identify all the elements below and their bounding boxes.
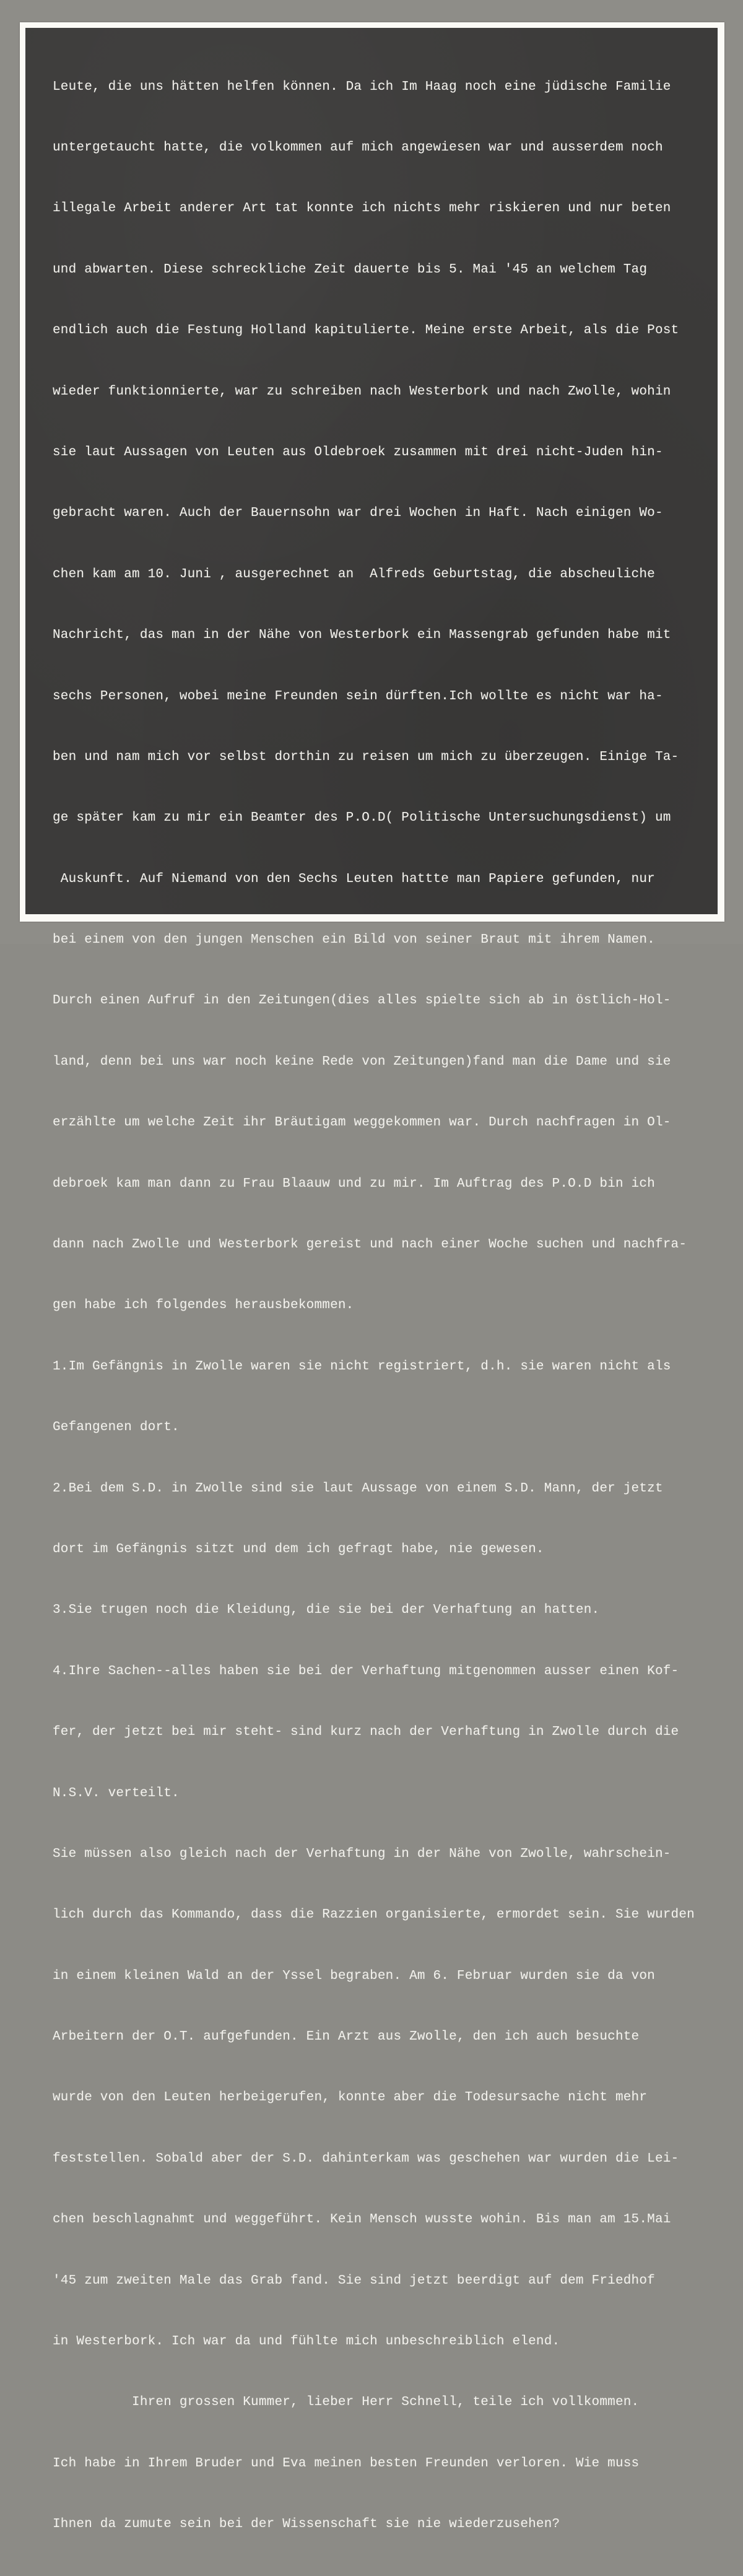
letter-line: ge später kam zu mir ein Beamter des P.O.D( Politische Untersuchungsdienst) um <box>53 811 671 826</box>
letter-line: ben und nam mich vor selbst dorthin zu reisen um mich zu überzeugen. Einige Ta- <box>53 749 679 764</box>
letter-line: Ihnen da zumute sein bei der Wissenschaft sie nie wiederzusehen? <box>53 2517 560 2532</box>
letter-line: chen kam am 10. Juni , ausgerechnet an Alfreds Geburtstag, die abscheuliche <box>53 567 655 582</box>
letter-line: Ihren grossen Kummer, lieber Herr Schnell, teile ich vollkommen. <box>53 2395 640 2410</box>
list-item-2: 2.Bei dem S.D. in Zwolle sind sie laut Aussage von einem S.D. Mann, der jetzt <box>53 1481 663 1496</box>
letter-line: Sie müssen also gleich nach der Verhaftung in der Nähe von Zwolle, wahrschein- <box>53 1846 671 1861</box>
negative-photostat <box>25 28 718 2532</box>
letter-line: chen beschlagnahmt und weggeführt. Kein Mensch wusste wohin. Bis man am 15.Mai <box>53 2212 671 2227</box>
letter-line: Auskunft. Auf Niemand von den Sechs Leuten hattte man Papiere gefunden, nur <box>53 871 655 886</box>
letter-line: dort im Gefängnis sitzt und dem ich gefragt habe, nie gewesen. <box>53 1542 544 1557</box>
letter-line: illegale Arbeit anderer Art tat konnte ich nichts mehr riskieren und nur beten <box>53 201 671 216</box>
letter-line: untergetaucht hatte, die volkommen auf mich angewiesen war und ausserdem noch <box>53 140 663 155</box>
letter-line: und abwarten. Diese schreckliche Zeit dauerte bis 5. Mai '45 an welchem Tag <box>53 262 648 277</box>
letter-line: dann nach Zwolle und Westerbork gereist und nach einer Woche suchen und nachfra- <box>53 1238 687 1252</box>
letter-line: Arbeitern der O.T. aufgefunden. Ein Arzt aus Zwolle, den ich auch besuchte <box>53 2030 640 2045</box>
letter-line: Gefangenen dort. <box>53 1420 180 1435</box>
letter-line: Leute, die uns hätten helfen können. Da ich Im Haag noch eine jüdische Familie <box>53 79 671 94</box>
letter-line: fer, der jetzt bei mir steht- sind kurz nach der Verhaftung in Zwolle durch die <box>53 1725 679 1740</box>
letter-line: wurde von den Leuten herbeigerufen, konnte aber die Todesursache nicht mehr <box>53 2090 648 2105</box>
photographic-print <box>20 22 724 2532</box>
letter-line: debroek kam man dann zu Frau Blaauw und zu mir. Im Auftrag des P.O.D bin ich <box>53 1176 655 1191</box>
letter-line: endlich auch die Festung Holland kapitulierte. Meine erste Arbeit, als die Post <box>53 323 679 338</box>
letter-line: N.S.V. verteilt. <box>53 1786 180 1801</box>
letter-line: in einem kleinen Wald an der Yssel begraben. Am 6. Februar wurden sie da von <box>53 1968 655 1983</box>
list-item-3: 3.Sie trugen noch die Kleidung, die sie bei der Verhaftung an hatten. <box>53 1603 600 1618</box>
letter-line: land, denn bei uns war noch keine Rede von Zeitungen)fand man die Dame und sie <box>53 1054 671 1069</box>
letter-line: wieder funktionnierte, war zu schreiben nach Westerbork und nach Zwolle, wohin <box>53 384 671 399</box>
letter-body <box>53 37 715 2576</box>
letter-line: Nachricht, das man in der Nähe von Westerbork ein Massengrab gefunden habe mit <box>53 628 671 643</box>
letter-line: lich durch das Kommando, dass die Razzien organisierte, ermordet sein. Sie wurden <box>53 1908 695 1923</box>
letter-line: sie laut Aussagen von Leuten aus Oldebroek zusammen mit drei nicht-Juden hin- <box>53 445 663 460</box>
letter-line: bei einem von den jungen Menschen ein Bild von seiner Braut mit ihrem Namen. <box>53 933 655 948</box>
letter-line: '45 zum zweiten Male das Grab fand. Sie sind jetzt beerdigt auf dem Friedhof <box>53 2273 655 2288</box>
list-item-4: 4.Ihre Sachen--alles haben sie bei der Verhaftung mitgenommen ausser einen Kof- <box>53 1664 679 1679</box>
letter-line: Ich habe in Ihrem Bruder und Eva meinen besten Freunden verloren. Wie muss <box>53 2456 640 2471</box>
letter-line: gebracht waren. Auch der Bauernsohn war drei Wochen in Haft. Nach einigen Wo- <box>53 506 663 521</box>
letter-line: erzählte um welche Zeit ihr Bräutigam weggekommen war. Durch nachfragen in Ol- <box>53 1116 671 1130</box>
letter-line: gen habe ich folgendes herausbekommen. <box>53 1298 354 1313</box>
letter-line: feststellen. Sobald aber der S.D. dahinterkam was geschehen war wurden die Lei- <box>53 2151 679 2166</box>
letter-line: in Westerbork. Ich war da und fühlte mich unbeschreiblich elend. <box>53 2334 560 2349</box>
letter-line: sechs Personen, wobei meine Freunden sein dürften.Ich wollte es nicht war ha- <box>53 689 663 704</box>
list-item-1: 1.Im Gefängnis in Zwolle waren sie nicht registriert, d.h. sie waren nicht als <box>53 1359 671 1374</box>
letter-line: Durch einen Aufruf in den Zeitungen(dies alles spielte sich ab in östlich-Hol- <box>53 993 671 1008</box>
